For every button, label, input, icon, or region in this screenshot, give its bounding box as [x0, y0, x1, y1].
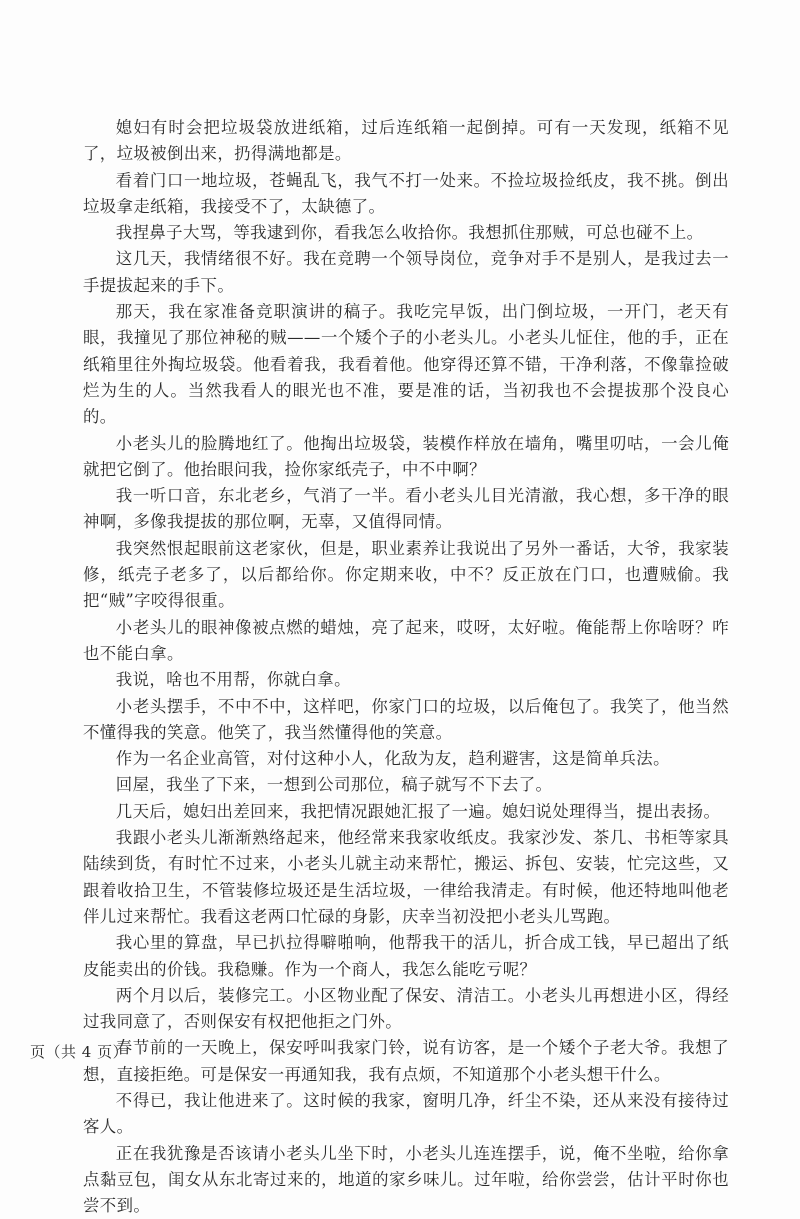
paragraph: 回屋，我坐了下来，一想到公司那位，稿子就写不下去了。	[115, 775, 553, 795]
page-number-label: 页（共 4 页）	[30, 1043, 129, 1061]
paragraph: 我突然恨起眼前这老家伙，但是，职业素养让我说出了另外一番话，大爷，我家装修，纸壳子老多了，以后都给你。你定期来收，中不？反正放在门口，也遭贼偷。我把“贼”字咬得很重。	[83, 538, 729, 611]
paragraph: 几天后，媳妇出差回来，我把情况跟她汇报了一遍。媳妇说处理得当，提出表扬。	[115, 801, 721, 821]
page-footer	[30, 1041, 128, 1062]
article-body	[83, 115, 729, 1219]
paragraph: 我跟小老头儿渐渐熟络起来，他经常来我家收纸皮。我家沙发、茶几、书柜等家具陆续到货，有时忙不过来，小老头儿就主动来帮忙，搬运、拆包、安装，忙完这些，又跟着收拾卫生，不管装修垃圾还是生活垃圾，一律给我清走。有时候，他还特地叫他老伴儿过来帮忙。我看这老两口忙碌的身影，庆幸当初没把小老头儿骂跑。	[83, 828, 729, 926]
paragraph: 这几天，我情绪很不好。我在竞聘一个领导岗位，竞争对手不是别人，是我过去一手提拔起来的手下。	[83, 249, 729, 295]
paragraph: 作为一名企业高管，对付这种小人，化敌为友，趋利避害，这是简单兵法。	[115, 749, 670, 769]
paragraph: 正在我犹豫是否该请小老头儿坐下时，小老头儿连连摆手，说，俺不坐啦，给你拿点黏豆包，闺女从东北寄过来的，地道的家乡味儿。过年啦，给你尝尝，估计平时你也尝不到。	[83, 1143, 729, 1216]
paragraph: 我心里的算盘，早已扒拉得噼啪响，他帮我干的活儿，折合成工钱，早已超出了纸皮能卖出的价钱。我稳赚。作为一个商人，我怎么能吃亏呢？	[83, 933, 729, 979]
paragraph: 那天，我在家准备竞职演讲的稿子。我吃完早饭，出门倒垃圾，一开门，老天有眼，我撞见了那位神秘的贼——一个矮个子的小老头儿。小老头儿怔住，他的手，正在纸箱里往外掏垃圾袋。他看着我，我看着他。他穿得还算不错，干净利落，不像靠捡破烂为生的人。当然我看人的眼光也不准，要是准的话，当初我也不会提拔那个没良心的。	[83, 302, 729, 427]
paragraph: 我一听口音，东北老乡，气消了一半。看小老头儿目光清澈，我心想，多干净的眼神啊，多像我提拔的那位啊，无辜，又值得同情。	[83, 486, 729, 532]
paragraph: 小老头儿的眼神像被点燃的蜡烛，亮了起来，哎呀，太好啦。俺能帮上你啥呀？咋也不能白拿。	[83, 617, 729, 663]
paragraph: 春节前的一天晚上，保安呼叫我家门铃，说有访客，是一个矮个子老大爷。我想了想，直接拒绝。可是保安一再通知我，我有点烦，不知道那个小老头想干什么。	[83, 1038, 729, 1084]
paragraph: 我捏鼻子大骂，等我逮到你，看我怎么收拾你。我想抓住那贼，可总也碰不上。	[115, 223, 704, 243]
paragraph: 不得已，我让他进来了。这时候的我家，窗明几净，纤尘不染，还从来没有接待过客人。	[83, 1090, 729, 1137]
paragraph: 我说，啥也不用帮，你就白拿。	[115, 670, 351, 690]
paragraph: 两个月以后，装修完工。小区物业配了保安、清洁工。小老头儿再想进小区，得经过我同意了，否则保安有权把他拒之门外。	[83, 985, 729, 1032]
paragraph: 小老头摆手，不中不中，这样吧，你家门口的垃圾，以后俺包了。我笑了，他当然不懂得我的笑意。他笑了，我当然懂得他的笑意。	[83, 696, 729, 742]
paragraph: 看着门口一地垃圾，苍蝇乱飞，我气不打一处来。不捡垃圾捡纸皮，我不挑。倒出垃圾拿走纸箱，我接受不了，太缺德了。	[83, 170, 729, 216]
paragraph: 小老头儿的脸腾地红了。他掏出垃圾袋，装模作样放在墙角，嘴里叨咕，一会儿俺就把它倒了。他抬眼问我，捡你家纸壳子，中不中啊？	[83, 433, 729, 479]
paragraph: 媳妇有时会把垃圾袋放进纸箱，过后连纸箱一起倒掉。可有一天发现，纸箱不见了，垃圾被倒出来，扔得满地都是。	[83, 118, 729, 164]
